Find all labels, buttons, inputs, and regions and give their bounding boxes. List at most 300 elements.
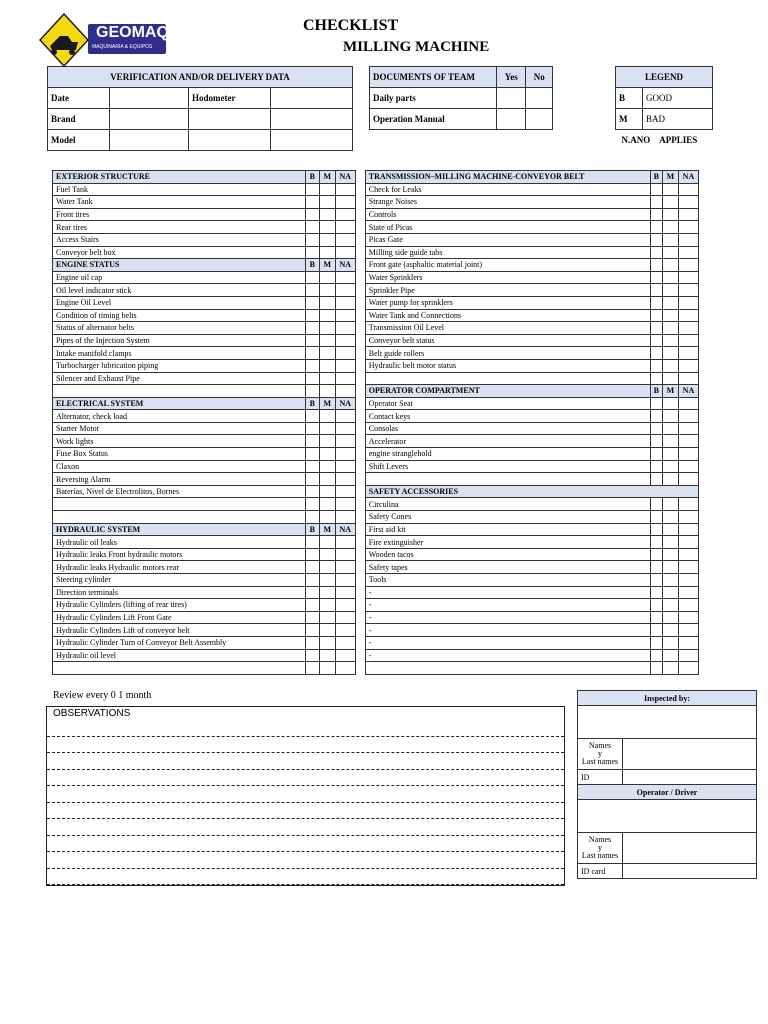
checklist-row	[53, 536, 699, 549]
left-check-na-box[interactable]	[335, 183, 355, 196]
left-check-b-box[interactable]	[305, 611, 319, 624]
right-check-m-box[interactable]	[662, 574, 678, 587]
right-check-b-box[interactable]	[650, 183, 662, 196]
right-check-m-box[interactable]	[662, 523, 678, 536]
right-check-b-box[interactable]	[650, 574, 662, 587]
column-gap	[355, 498, 365, 511]
left-check-na-box[interactable]	[335, 435, 355, 448]
left-check-na-box[interactable]	[335, 385, 355, 398]
left-check-b-box[interactable]	[305, 372, 319, 385]
left-check-na-box[interactable]	[335, 624, 355, 637]
right-check-b-box[interactable]	[650, 498, 662, 511]
right-check-b-box[interactable]	[650, 662, 662, 675]
left-check-item: Hydraulic Cylinder Turn of Conveyor Belt Assembly	[53, 636, 306, 649]
left-check-na-box[interactable]	[335, 511, 355, 524]
left-check-m-box[interactable]	[319, 271, 335, 284]
right-check-b-box[interactable]	[650, 435, 662, 448]
column-gap	[355, 422, 365, 435]
right-blank-row	[365, 372, 650, 385]
right-check-na-box[interactable]	[678, 271, 698, 284]
right-check-m-box[interactable]	[662, 196, 678, 209]
left-check-na-box[interactable]	[335, 460, 355, 473]
right-check-na-box[interactable]	[678, 511, 698, 524]
left-check-m-box[interactable]	[319, 322, 335, 335]
right-check-b-box[interactable]	[650, 473, 662, 486]
right-check-item: Conveyor belt status	[365, 334, 650, 347]
left-check-b-box[interactable]	[305, 183, 319, 196]
right-check-b-box[interactable]	[650, 586, 662, 599]
left-check-b-box[interactable]	[305, 435, 319, 448]
observations-box[interactable]	[46, 706, 565, 886]
right-check-m-box[interactable]	[662, 347, 678, 360]
right-check-b-box[interactable]	[650, 296, 662, 309]
right-check-m-box[interactable]	[662, 636, 678, 649]
right-check-m-box[interactable]	[662, 624, 678, 637]
right-check-m-box[interactable]	[662, 561, 678, 574]
right-check-na-box[interactable]	[678, 611, 698, 624]
left-check-m-box[interactable]	[319, 359, 335, 372]
left-check-b-box[interactable]	[305, 347, 319, 360]
left-check-b-box[interactable]	[305, 221, 319, 234]
left-check-item: Reversing Alarm	[53, 473, 306, 486]
doc-daily-yes[interactable]	[497, 88, 526, 109]
checklist-row	[53, 649, 699, 662]
signatures-table	[577, 690, 757, 879]
left-check-b-box[interactable]	[305, 284, 319, 297]
documents-header: DOCUMENTS OF TEAM	[370, 67, 497, 88]
left-check-na-box[interactable]	[335, 561, 355, 574]
right-check-item: Operator Seat	[365, 397, 650, 410]
left-col-na-header: NA	[335, 171, 355, 184]
right-check-na-box[interactable]	[678, 561, 698, 574]
right-check-m-box[interactable]	[662, 221, 678, 234]
right-check-na-box[interactable]	[678, 636, 698, 649]
right-check-na-box[interactable]	[678, 435, 698, 448]
left-check-b-box[interactable]	[305, 309, 319, 322]
left-check-b-box[interactable]	[305, 561, 319, 574]
left-check-na-box[interactable]	[335, 347, 355, 360]
right-check-na-box[interactable]	[678, 599, 698, 612]
left-check-m-box[interactable]	[319, 511, 335, 524]
right-check-m-box[interactable]	[662, 448, 678, 461]
left-check-m-box[interactable]	[319, 435, 335, 448]
left-check-m-box[interactable]	[319, 611, 335, 624]
left-check-m-box[interactable]	[319, 196, 335, 209]
left-check-item: Rear tires	[53, 221, 306, 234]
left-check-na-box[interactable]	[335, 359, 355, 372]
right-check-b-box[interactable]	[650, 649, 662, 662]
left-check-b-box[interactable]	[305, 233, 319, 246]
right-check-m-box[interactable]	[662, 296, 678, 309]
no-header: No	[526, 67, 553, 88]
left-check-b-box[interactable]	[305, 410, 319, 423]
column-gap	[355, 523, 365, 536]
left-check-item: Fuse Box Status	[53, 448, 306, 461]
checklist-row	[53, 233, 699, 246]
right-check-na-box[interactable]	[678, 473, 698, 486]
left-check-na-box[interactable]	[335, 284, 355, 297]
right-check-m-box[interactable]	[662, 359, 678, 372]
left-check-m-box[interactable]	[319, 662, 335, 675]
checklist-row	[53, 271, 699, 284]
right-check-m-box[interactable]	[662, 271, 678, 284]
right-check-na-box[interactable]	[678, 649, 698, 662]
right-check-item: Tools	[365, 574, 650, 587]
column-gap	[355, 271, 365, 284]
left-check-na-box[interactable]	[335, 221, 355, 234]
checklist-row	[53, 523, 699, 536]
right-check-na-box[interactable]	[678, 296, 698, 309]
left-check-m-box[interactable]	[319, 347, 335, 360]
right-check-na-box[interactable]	[678, 662, 698, 675]
right-check-b-box[interactable]	[650, 448, 662, 461]
right-check-na-box[interactable]	[678, 548, 698, 561]
left-check-m-box[interactable]	[319, 649, 335, 662]
right-check-na-box[interactable]	[678, 372, 698, 385]
right-check-b-box[interactable]	[650, 548, 662, 561]
model-extra-field[interactable]	[189, 130, 271, 151]
left-check-m-box[interactable]	[319, 498, 335, 511]
inspected-names-label: Names y Last names	[578, 739, 623, 770]
operator-id-field[interactable]	[623, 864, 757, 879]
left-check-na-box[interactable]	[335, 271, 355, 284]
right-check-na-box[interactable]	[678, 183, 698, 196]
left-check-b-box[interactable]	[305, 385, 319, 398]
doc-manual-yes[interactable]	[497, 109, 526, 130]
right-check-na-box[interactable]	[678, 448, 698, 461]
right-check-m-box[interactable]	[662, 611, 678, 624]
right-blank-row	[365, 473, 650, 486]
column-gap	[355, 359, 365, 372]
left-col-m-header: M	[319, 523, 335, 536]
right-check-na-box[interactable]	[678, 208, 698, 221]
hodometer-field[interactable]	[271, 88, 353, 109]
yes-header: Yes	[497, 67, 526, 88]
right-check-na-box[interactable]	[678, 586, 698, 599]
right-check-m-box[interactable]	[662, 435, 678, 448]
right-check-m-box[interactable]	[662, 246, 678, 259]
right-check-b-box[interactable]	[650, 359, 662, 372]
left-check-na-box[interactable]	[335, 322, 355, 335]
left-check-b-box[interactable]	[305, 636, 319, 649]
column-gap	[355, 233, 365, 246]
left-check-m-box[interactable]	[319, 221, 335, 234]
company-logo	[38, 12, 170, 68]
left-check-m-box[interactable]	[319, 574, 335, 587]
left-check-b-box[interactable]	[305, 536, 319, 549]
right-check-na-box[interactable]	[678, 246, 698, 259]
right-check-na-box[interactable]	[678, 397, 698, 410]
left-check-b-box[interactable]	[305, 334, 319, 347]
left-check-m-box[interactable]	[319, 296, 335, 309]
left-check-na-box[interactable]	[335, 196, 355, 209]
left-check-m-box[interactable]	[319, 548, 335, 561]
left-check-b-box[interactable]	[305, 322, 319, 335]
left-check-m-box[interactable]	[319, 460, 335, 473]
left-check-m-box[interactable]	[319, 309, 335, 322]
left-check-na-box[interactable]	[335, 574, 355, 587]
left-check-m-box[interactable]	[319, 473, 335, 486]
right-col-m-header: M	[662, 385, 678, 398]
left-check-m-box[interactable]	[319, 372, 335, 385]
right-check-m-box[interactable]	[662, 460, 678, 473]
brand-extra-field-2[interactable]	[271, 109, 353, 130]
right-check-na-box[interactable]	[678, 322, 698, 335]
right-check-na-box[interactable]	[678, 334, 698, 347]
right-check-na-box[interactable]	[678, 410, 698, 423]
left-check-item: Fuel Tank	[53, 183, 306, 196]
right-check-item: Water pump for sprinklers	[365, 296, 650, 309]
right-check-b-box[interactable]	[650, 636, 662, 649]
right-check-m-box[interactable]	[662, 372, 678, 385]
right-check-m-box[interactable]	[662, 662, 678, 675]
right-check-na-box[interactable]	[678, 221, 698, 234]
left-check-m-box[interactable]	[319, 636, 335, 649]
column-gap	[355, 460, 365, 473]
left-check-m-box[interactable]	[319, 284, 335, 297]
right-check-b-box[interactable]	[650, 523, 662, 536]
checklist-row	[53, 498, 699, 511]
right-check-b-box[interactable]	[650, 599, 662, 612]
right-check-na-box[interactable]	[678, 359, 698, 372]
right-check-item: Accelerator	[365, 435, 650, 448]
left-check-na-box[interactable]	[335, 208, 355, 221]
right-check-m-box[interactable]	[662, 548, 678, 561]
right-check-m-box[interactable]	[662, 511, 678, 524]
right-check-b-box[interactable]	[650, 536, 662, 549]
left-check-b-box[interactable]	[305, 498, 319, 511]
right-check-na-box[interactable]	[678, 498, 698, 511]
left-check-m-box[interactable]	[319, 586, 335, 599]
right-section-header: OPERATOR COMPARTMENT	[365, 385, 650, 398]
column-gap	[355, 410, 365, 423]
right-check-na-box[interactable]	[678, 536, 698, 549]
checklist-row	[53, 435, 699, 448]
left-check-na-box[interactable]	[335, 410, 355, 423]
right-check-na-box[interactable]	[678, 284, 698, 297]
right-check-m-box[interactable]	[662, 322, 678, 335]
left-blank-row	[53, 511, 306, 524]
right-check-na-box[interactable]	[678, 233, 698, 246]
right-check-m-box[interactable]	[662, 599, 678, 612]
column-gap	[355, 334, 365, 347]
right-check-b-box[interactable]	[650, 624, 662, 637]
right-check-b-box[interactable]	[650, 422, 662, 435]
left-check-m-box[interactable]	[319, 246, 335, 259]
right-check-m-box[interactable]	[662, 498, 678, 511]
left-check-b-box[interactable]	[305, 246, 319, 259]
left-check-b-box[interactable]	[305, 548, 319, 561]
column-gap	[355, 385, 365, 398]
left-check-na-box[interactable]	[335, 536, 355, 549]
left-check-na-box[interactable]	[335, 586, 355, 599]
right-check-b-box[interactable]	[650, 372, 662, 385]
right-check-m-box[interactable]	[662, 422, 678, 435]
operator-signature-field[interactable]	[578, 800, 757, 833]
left-check-m-box[interactable]	[319, 624, 335, 637]
left-check-na-box[interactable]	[335, 473, 355, 486]
right-check-na-box[interactable]	[678, 460, 698, 473]
right-check-b-box[interactable]	[650, 196, 662, 209]
right-check-b-box[interactable]	[650, 611, 662, 624]
right-check-m-box[interactable]	[662, 397, 678, 410]
right-check-na-box[interactable]	[678, 574, 698, 587]
left-check-na-box[interactable]	[335, 649, 355, 662]
left-check-na-box[interactable]	[335, 599, 355, 612]
right-check-b-box[interactable]	[650, 259, 662, 272]
model-label: Model	[48, 130, 110, 151]
documents-table	[369, 66, 553, 130]
right-check-na-box[interactable]	[678, 347, 698, 360]
left-check-b-box[interactable]	[305, 649, 319, 662]
left-check-b-box[interactable]	[305, 599, 319, 612]
right-check-b-box[interactable]	[650, 511, 662, 524]
left-check-m-box[interactable]	[319, 208, 335, 221]
right-check-na-box[interactable]	[678, 196, 698, 209]
right-check-b-box[interactable]	[650, 221, 662, 234]
left-check-m-box[interactable]	[319, 422, 335, 435]
left-check-na-box[interactable]	[335, 611, 355, 624]
right-col-na-header: NA	[678, 171, 698, 184]
left-check-na-box[interactable]	[335, 233, 355, 246]
right-check-m-box[interactable]	[662, 536, 678, 549]
left-check-b-box[interactable]	[305, 271, 319, 284]
left-check-na-box[interactable]	[335, 246, 355, 259]
right-check-item: Shift Levers	[365, 460, 650, 473]
left-check-b-box[interactable]	[305, 662, 319, 675]
left-check-na-box[interactable]	[335, 448, 355, 461]
right-check-b-box[interactable]	[650, 460, 662, 473]
left-check-na-box[interactable]	[335, 662, 355, 675]
right-check-b-box[interactable]	[650, 246, 662, 259]
column-gap	[355, 171, 365, 184]
brand-field[interactable]	[110, 109, 189, 130]
left-check-m-box[interactable]	[319, 448, 335, 461]
brand-extra-field[interactable]	[189, 109, 271, 130]
left-check-m-box[interactable]	[319, 233, 335, 246]
left-check-b-box[interactable]	[305, 196, 319, 209]
legend-meaning-bad: BAD	[643, 109, 713, 130]
left-check-b-box[interactable]	[305, 460, 319, 473]
right-check-m-box[interactable]	[662, 259, 678, 272]
left-check-b-box[interactable]	[305, 208, 319, 221]
left-check-na-box[interactable]	[335, 296, 355, 309]
left-check-m-box[interactable]	[319, 183, 335, 196]
right-check-na-box[interactable]	[678, 309, 698, 322]
left-check-b-box[interactable]	[305, 624, 319, 637]
doc-daily-no[interactable]	[526, 88, 553, 109]
left-check-b-box[interactable]	[305, 473, 319, 486]
left-check-na-box[interactable]	[335, 422, 355, 435]
right-check-b-box[interactable]	[650, 322, 662, 335]
left-check-b-box[interactable]	[305, 586, 319, 599]
inspected-signature-field[interactable]	[578, 706, 757, 739]
right-check-na-box[interactable]	[678, 422, 698, 435]
doc-manual-no[interactable]	[526, 109, 553, 130]
checklist-table	[52, 170, 699, 675]
left-check-m-box[interactable]	[319, 334, 335, 347]
right-check-na-box[interactable]	[678, 259, 698, 272]
left-check-b-box[interactable]	[305, 359, 319, 372]
left-check-b-box[interactable]	[305, 574, 319, 587]
left-check-m-box[interactable]	[319, 485, 335, 498]
right-check-b-box[interactable]	[650, 561, 662, 574]
checklist-row	[53, 208, 699, 221]
left-check-item: Oil level indicator stick	[53, 284, 306, 297]
model-field[interactable]	[110, 130, 189, 151]
left-check-m-box[interactable]	[319, 410, 335, 423]
right-check-b-box[interactable]	[650, 309, 662, 322]
left-check-na-box[interactable]	[335, 485, 355, 498]
right-check-item: Milling side guide tabs	[365, 246, 650, 259]
right-check-b-box[interactable]	[650, 410, 662, 423]
left-check-na-box[interactable]	[335, 309, 355, 322]
right-check-b-box[interactable]	[650, 284, 662, 297]
right-check-m-box[interactable]	[662, 208, 678, 221]
operator-names-field[interactable]	[623, 833, 757, 864]
right-check-b-box[interactable]	[650, 397, 662, 410]
right-check-m-box[interactable]	[662, 649, 678, 662]
right-check-m-box[interactable]	[662, 284, 678, 297]
right-check-m-box[interactable]	[662, 334, 678, 347]
left-check-b-box[interactable]	[305, 511, 319, 524]
right-check-b-box[interactable]	[650, 208, 662, 221]
right-check-na-box[interactable]	[678, 523, 698, 536]
right-check-m-box[interactable]	[662, 473, 678, 486]
left-check-m-box[interactable]	[319, 561, 335, 574]
left-check-m-box[interactable]	[319, 599, 335, 612]
checklist-row	[53, 624, 699, 637]
checklist-row	[53, 322, 699, 335]
right-check-item: Belt guide rollers	[365, 347, 650, 360]
right-check-m-box[interactable]	[662, 183, 678, 196]
left-check-b-box[interactable]	[305, 485, 319, 498]
right-check-m-box[interactable]	[662, 233, 678, 246]
inspected-id-field[interactable]	[623, 770, 757, 785]
left-col-m-header: M	[319, 397, 335, 410]
checklist-row	[53, 296, 699, 309]
right-check-b-box[interactable]	[650, 334, 662, 347]
left-check-na-box[interactable]	[335, 548, 355, 561]
right-check-b-box[interactable]	[650, 271, 662, 284]
right-check-b-box[interactable]	[650, 233, 662, 246]
verification-table	[47, 66, 353, 151]
date-field[interactable]	[110, 88, 189, 109]
inspected-names-field[interactable]	[623, 739, 757, 770]
left-col-b-header: B	[305, 171, 319, 184]
checklist-row	[53, 347, 699, 360]
model-extra-field-2[interactable]	[271, 130, 353, 151]
left-check-m-box[interactable]	[319, 536, 335, 549]
left-check-na-box[interactable]	[335, 636, 355, 649]
right-check-m-box[interactable]	[662, 586, 678, 599]
right-check-b-box[interactable]	[650, 347, 662, 360]
column-gap	[355, 435, 365, 448]
checklist-row	[53, 410, 699, 423]
right-check-na-box[interactable]	[678, 624, 698, 637]
left-check-item: Engine Oil Level	[53, 296, 306, 309]
left-check-na-box[interactable]	[335, 334, 355, 347]
left-check-b-box[interactable]	[305, 448, 319, 461]
left-check-na-box[interactable]	[335, 498, 355, 511]
left-check-na-box[interactable]	[335, 372, 355, 385]
column-gap	[355, 259, 365, 272]
left-check-b-box[interactable]	[305, 296, 319, 309]
right-check-m-box[interactable]	[662, 309, 678, 322]
left-check-b-box[interactable]	[305, 422, 319, 435]
right-check-m-box[interactable]	[662, 410, 678, 423]
left-check-m-box[interactable]	[319, 385, 335, 398]
